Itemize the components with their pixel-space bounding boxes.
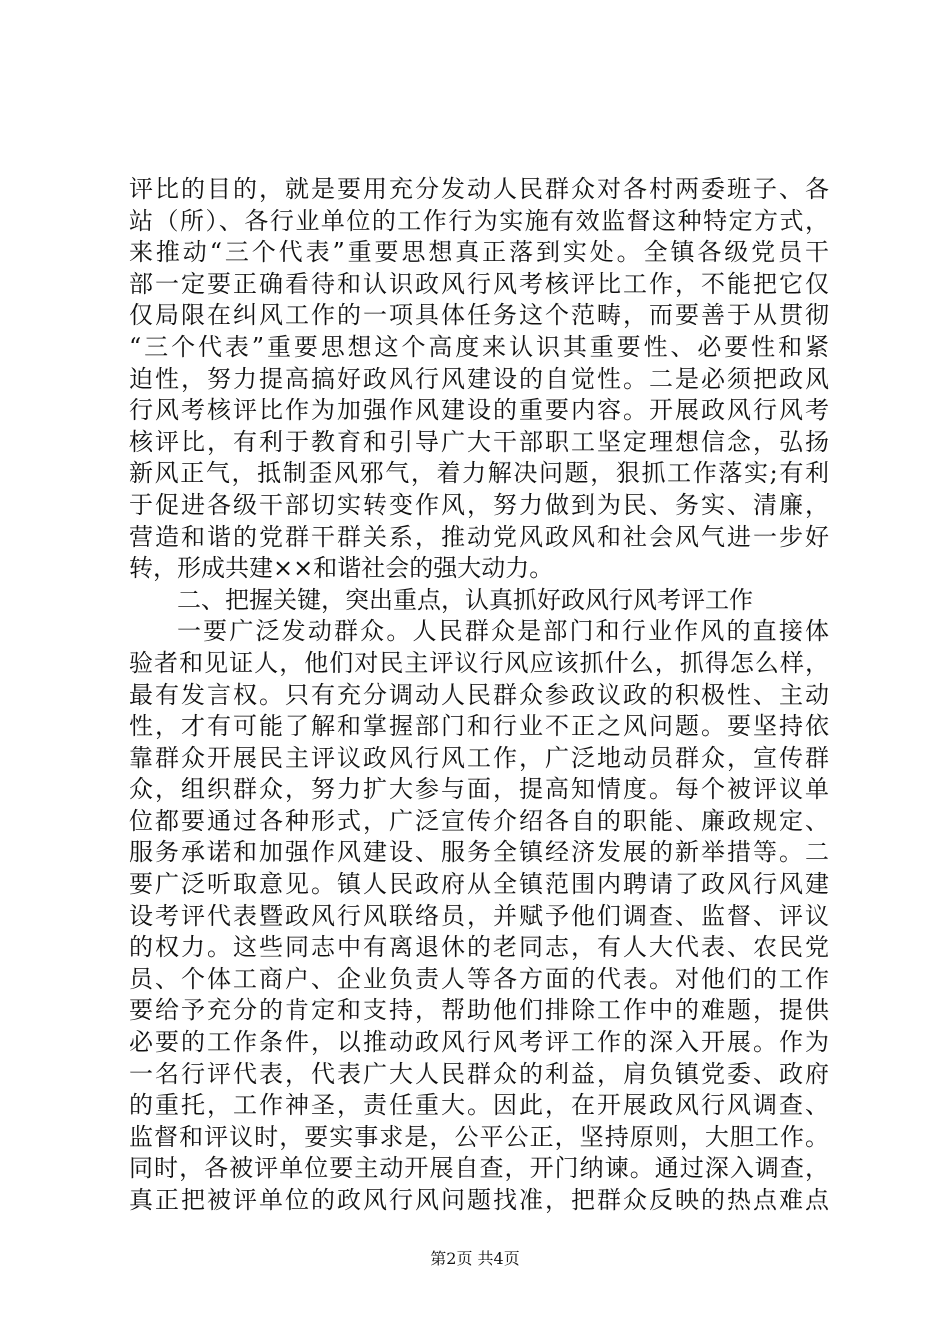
body-line: 新风正气，抵制歪风邪气，着力解决问题，狠抓工作落实;有利 — [129, 459, 829, 488]
body-line: 最有发言权。只有充分调动人民群众参政议政的积极性、主动 — [129, 680, 829, 709]
body-line: 来推动“三个代表”重要思想真正落到实处。全镇各级党员干 — [129, 238, 829, 267]
page-footer — [0, 1246, 950, 1269]
page-number: 第2页 共4页 — [430, 1249, 520, 1268]
section-heading: 二、把握关键，突出重点，认真抓好政风行风考评工作 — [177, 585, 753, 614]
body-line: 行风考核评比作为加强作风建设的重要内容。开展政风行风考 — [129, 396, 829, 425]
body-line: 同时，各被评单位要主动开展自查，开门纳谏。通过深入调查， — [129, 1154, 829, 1183]
body-line: 评比的目的，就是要用充分发动人民群众对各村两委班子、各 — [129, 175, 829, 203]
body-line: 迫性，努力提高搞好政风行风建设的自觉性。二是必须把政风 — [129, 364, 829, 393]
body-line: 转，形成共建××和谐社会的强大动力。 — [129, 554, 554, 583]
body-line: 要给予充分的肯定和支持，帮助他们排除工作中的难题，提供 — [129, 996, 829, 1025]
body-line: 站（所）、各行业单位的工作行为实施有效监督这种特定方式， — [129, 206, 829, 235]
paragraph-first-line: 一要广泛发动群众。人民群众是部门和行业作风的直接体 — [177, 617, 829, 646]
body-line: 性，才有可能了解和掌握部门和行业不正之风问题。要坚持依 — [129, 712, 829, 741]
body-line: 靠群众开展民主评议政风行风工作，广泛地动员群众，宣传群 — [129, 743, 829, 772]
body-line: 监督和评议时，要实事求是，公平公正，坚持原则，大胆工作。 — [129, 1122, 829, 1151]
body-line: “三个代表”重要思想这个高度来认识其重要性、必要性和紧 — [129, 332, 829, 361]
body-line: 于促进各级干部切实转变作风，努力做到为民、务实、清廉， — [129, 490, 829, 519]
body-line: 员、个体工商户、企业负责人等各方面的代表。对他们的工作 — [129, 964, 829, 993]
body-line: 核评比，有利于教育和引导广大干部职工坚定理想信念，弘扬 — [129, 427, 829, 456]
body-line: 设考评代表暨政风行风联络员，并赋予他们调查、监督、评议 — [129, 901, 829, 930]
body-line: 验者和见证人，他们对民主评议行风应该抓什么，抓得怎么样， — [129, 648, 829, 677]
body-line: 部一定要正确看待和认识政风行风考核评比工作，不能把它仅 — [129, 269, 829, 298]
body-line: 位都要通过各种形式，广泛宣传介绍各自的职能、廉政规定、 — [129, 806, 829, 835]
body-line: 营造和谐的党群干群关系，推动党风政风和社会风气进一步好 — [129, 522, 829, 551]
body-line: 真正把被评单位的政风行风问题找准，把群众反映的热点难点 — [129, 1186, 829, 1214]
document-body — [129, 174, 829, 1217]
body-line: 必要的工作条件，以推动政风行风考评工作的深入开展。作为 — [129, 1028, 829, 1057]
body-line: 的重托，工作神圣，责任重大。因此，在开展政风行风调查、 — [129, 1091, 829, 1120]
body-line: 众，组织群众，努力扩大参与面，提高知情度。每个被评议单 — [129, 775, 829, 804]
body-line: 要广泛听取意见。镇人民政府从全镇范围内聘请了政风行风建 — [129, 870, 829, 899]
body-line: 的权力。这些同志中有离退休的老同志，有人大代表、农民党 — [129, 933, 829, 962]
body-line: 仅局限在纠风工作的一项具体任务这个范畴，而要善于从贯彻 — [129, 301, 829, 330]
body-line: 一名行评代表，代表广大人民群众的利益，肩负镇党委、政府 — [129, 1059, 829, 1088]
body-line: 服务承诺和加强作风建设、服务全镇经济发展的新举措等。二 — [129, 838, 829, 867]
